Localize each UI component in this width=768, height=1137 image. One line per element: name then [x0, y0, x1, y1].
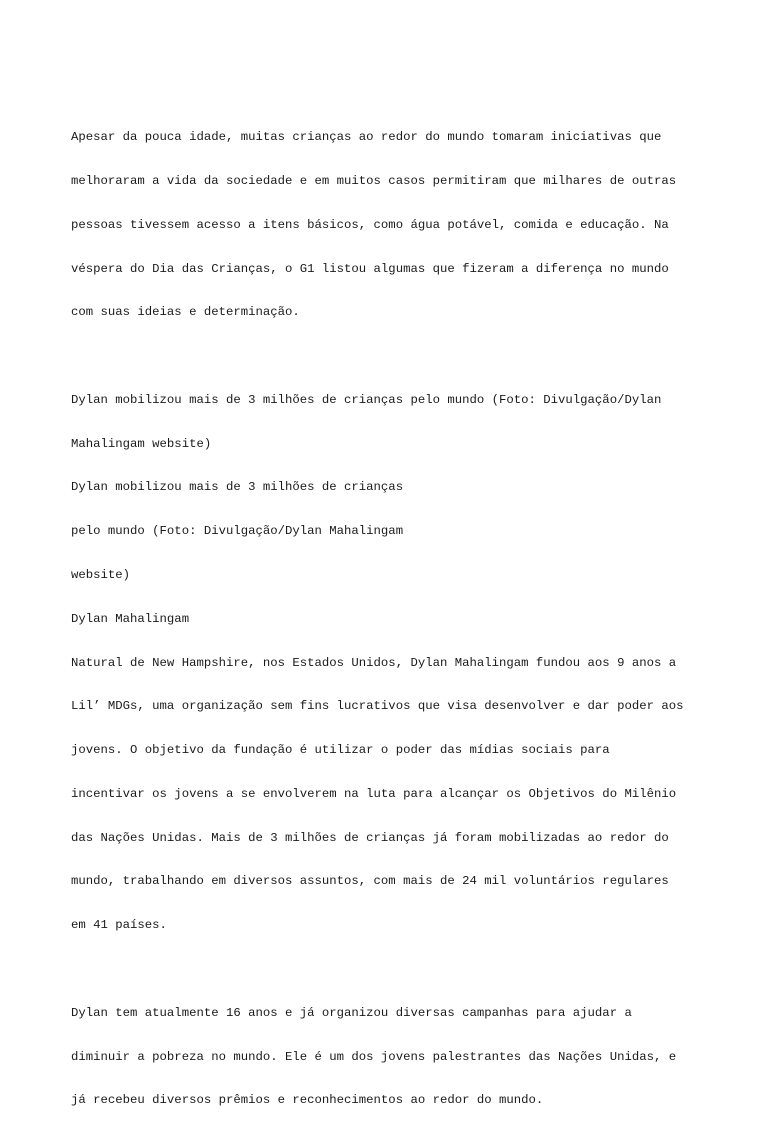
text-line: Natural de New Hampshire, nos Estados Unidos, Dylan Mahalingam fundou aos 9 anos a — [71, 655, 677, 670]
text-line: Mahalingam website) — [71, 436, 212, 451]
text-line: Dylan mobilizou mais de 3 milhões de crianças pelo mundo (Foto: Divulgação/Dylan — [71, 392, 662, 407]
text-line: Dylan tem atualmente 16 anos e já organizou diversas campanhas para ajudar a — [71, 1005, 632, 1020]
text-line: diminuir a pobreza no mundo. Ele é um dos jovens palestrantes das Nações Unidas, e — [71, 1049, 677, 1064]
text-line: pessoas tivessem acesso a itens básicos, como água potável, comida e educação. Na — [71, 217, 669, 232]
paragraph-spacer — [71, 962, 731, 977]
text-line: véspera do Dia das Crianças, o G1 listou algumas que fizeram a diferença no mundo — [71, 261, 669, 276]
text-line: em 41 países. — [71, 918, 167, 933]
text-line: com suas ideias e determinação. — [71, 305, 300, 320]
text-line: jovens. O objetivo da fundação é utilizar o poder das mídias sociais para — [71, 743, 610, 758]
text-line: Dylan mobilizou mais de 3 milhões de crianças — [71, 480, 404, 495]
text-line: Apesar da pouca idade, muitas crianças ao redor do mundo tomaram iniciativas que — [71, 130, 662, 145]
text-line: incentivar os jovens a se envolverem na luta para alcançar os Objetivos do Milênio — [71, 786, 677, 801]
intro-paragraph — [71, 101, 731, 349]
body-paragraph — [71, 626, 731, 962]
section-heading: Dylan Mahalingam — [71, 611, 190, 626]
text-line: pelo mundo (Foto: Divulgação/Dylan Mahalingam — [71, 524, 404, 539]
closing-paragraph — [71, 977, 731, 1137]
text-line: melhoraram a vida da sociedade e em muitos casos permitiram que milhares de outras — [71, 173, 677, 188]
text-line: website) — [71, 568, 131, 582]
text-line: das Nações Unidas. Mais de 3 milhões de crianças já foram mobilizadas ao redor do — [71, 830, 669, 845]
text-line: já recebeu diversos prêmios e reconhecimentos ao redor do mundo. — [71, 1093, 544, 1108]
photo-caption — [71, 364, 731, 612]
text-line: mundo, trabalhando em diversos assuntos, com mais de 24 mil voluntários regulares — [71, 874, 669, 889]
text-line: Lil’ MDGs, uma organização sem fins lucrativos que visa desenvolver e dar poder aos — [71, 699, 684, 714]
document-page — [71, 101, 731, 1137]
paragraph-spacer — [71, 349, 731, 364]
